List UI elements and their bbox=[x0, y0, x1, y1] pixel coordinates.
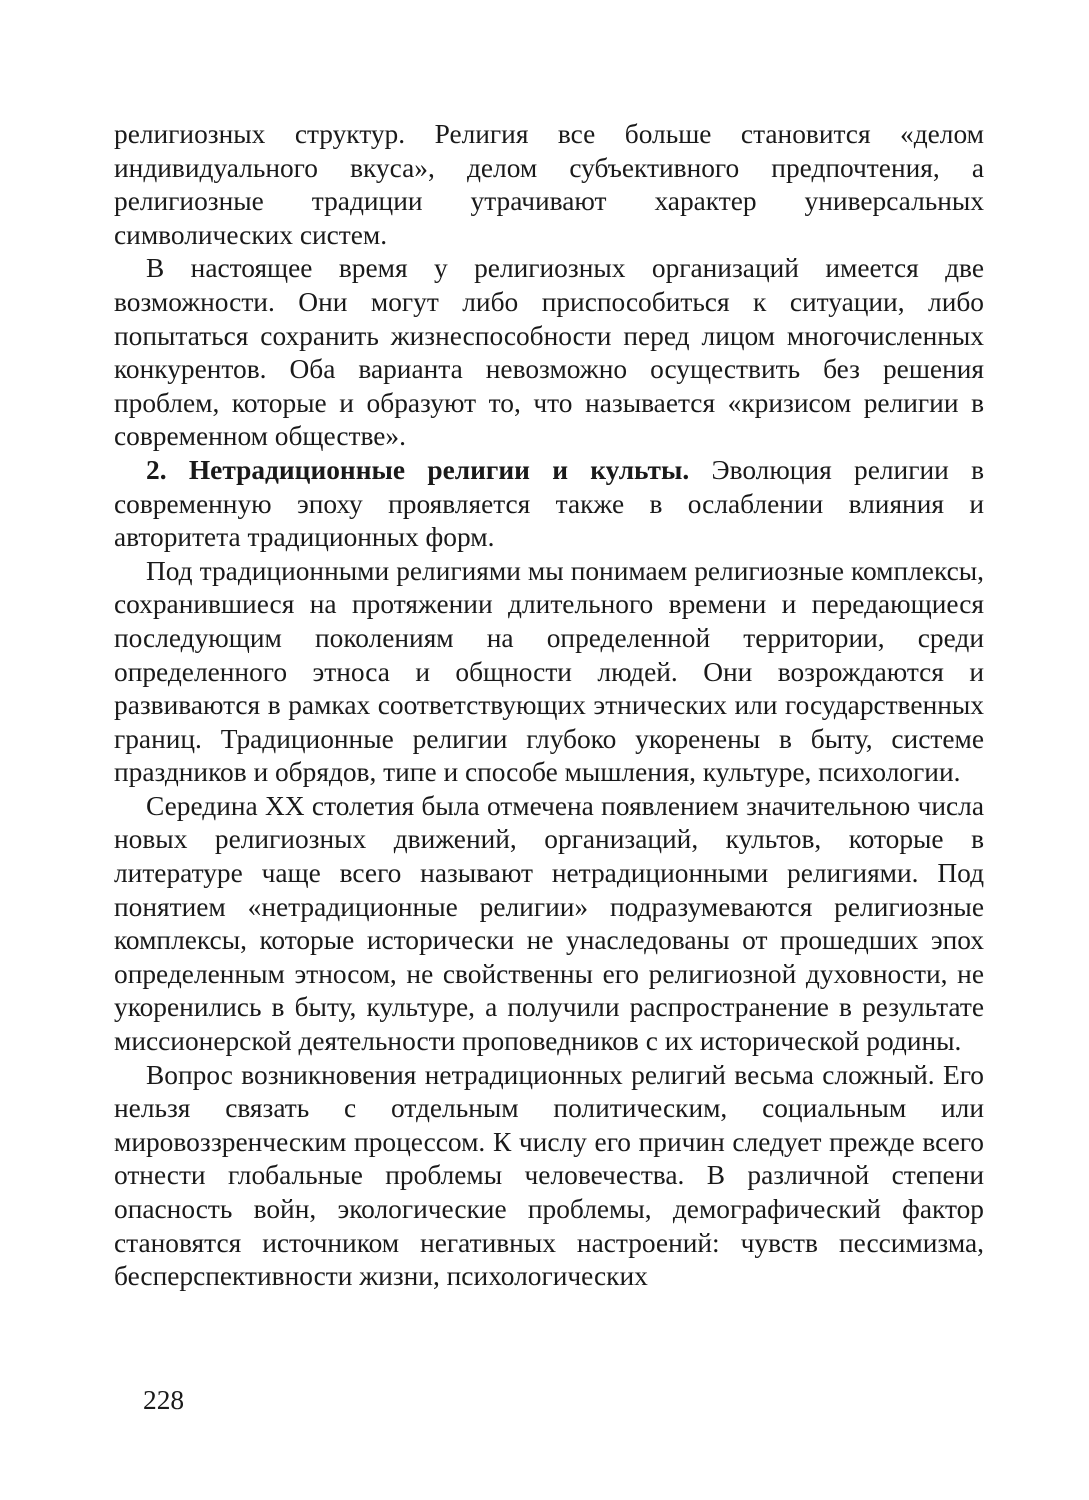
paragraph-4: Под традиционными религиями мы понимаем религиозные комплексы, сохранившиеся на протяжении длительного времени и передающиеся последующим поколениям на определенной территории, среди определенного этноса и общности людей. Они возрождаются и развиваются в рамках соответствующих этнических или государственных границ. Традиционные религии глубоко укоренены в быту, системе праздников и обрядов, типе и способе мышления, культуре, психологии. bbox=[114, 555, 984, 788]
paragraph-5: Середина XX столетия была отмечена появлением значительною числа новых религиозных движений, организаций, культов, которые в литературе чаще всего называют нетрадиционными религиями. Под понятием «нетрадиционные религии» подразумеваются религиозные комплексы, которые исторически не унаследованы от прошедших эпох определенным этносом, не свойственны его религиозной духовности, не укоренились в быту, культуре, а получили распространение в результате миссионерской деятельности проповедников с их исторической родины. bbox=[114, 790, 984, 1057]
page-number: 228 bbox=[143, 1385, 185, 1415]
paragraph-3 bbox=[114, 454, 984, 555]
paragraph-6: Вопрос возникновения нетрадиционных религий весьма сложный. Его нельзя связать с отдельным политическим, социальным или мировоззренческим процессом. К числу его причин следует прежде всего отнести глобальные проблемы человечества. В различной степени опасность войн, экологические проблемы, демографический фактор становятся источником негативных настроений: чувств пессимизма, бесперспективности жизни, психологических bbox=[114, 1059, 984, 1292]
paragraph-2: В настоящее время у религиозных организаций имеется две возможности. Они могут либо приспособиться к ситуации, либо попытаться сохранить жизнеспособности перед лицом многочисленных конкурентов. Оба варианта невозможно осуществить без решения проблем, которые и образуют то, что называется «кризисом религии в современном обществе». bbox=[114, 253, 984, 452]
page-body bbox=[114, 118, 984, 1294]
section-heading: 2. Нетрадиционные религии и культы. bbox=[146, 454, 690, 485]
paragraph-3-text: Эволюция религии в современную эпоху проявляется также в ослаблении влияния и авторитета традиционных форм. bbox=[114, 454, 985, 553]
paragraph-1: религиозных структур. Религия все больше становится «делом индивидуального вкуса», делом субъективного предпочтения, а религиозные традиции утрачивают характер универсальных символических систем. bbox=[114, 119, 984, 250]
